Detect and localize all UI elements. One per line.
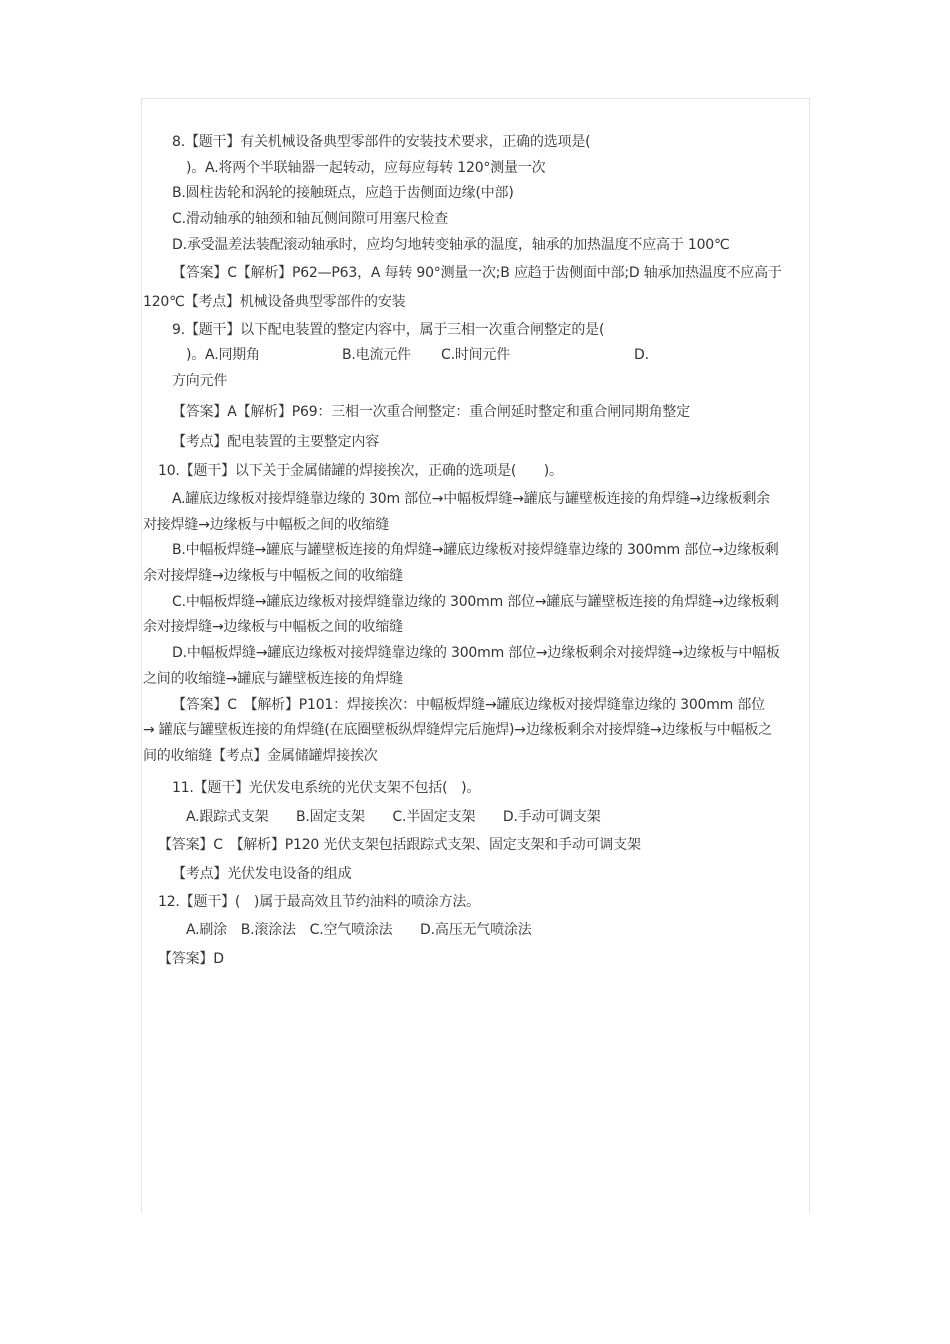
q10-option-a-line1: A.罐底边缘板对接焊缝靠边缘的 30m 部位→中幅板焊缝→罐底与罐壁板连接的角焊缝→边缘板剩余 <box>172 491 770 507</box>
q10-option-b-line2: 余对接焊缝→边缘板与中幅板之间的收缩缝 <box>143 568 403 584</box>
q10-answer-line3: 间的收缩缝【考点】金属储罐焊接挨次 <box>143 748 378 764</box>
q11-options: A.跟踪式支架 B.固定支架 C.半固定支架 D.手动可调支架 <box>186 809 601 825</box>
q9-option-d-text: 方向元件 <box>172 373 228 389</box>
q10-option-c-line2: 余对接焊缝→边缘板与中幅板之间的收缩缝 <box>143 619 403 635</box>
q8-stem-line2: )。A.将两个半联轴器一起转动，应每应每转 120°测量一次 <box>186 160 546 176</box>
q8-stem-line1: 8.【题干】有关机械设备典型零部件的安装技术要求，正确的选项是( <box>172 134 591 150</box>
q9-answer: 【答案】A【解析】P69：三相一次重合闸整定：重合闸延时整定和重合闸同期角整定 <box>172 404 691 420</box>
q8-answer-line2: 120℃【考点】机械设备典型零部件的安装 <box>143 294 406 310</box>
q10-option-a-line2: 对接焊缝→边缘板与中幅板之间的收缩缝 <box>143 517 390 533</box>
q11-key-point: 【考点】光伏发电设备的组成 <box>172 866 352 882</box>
q8-option-b: B.圆柱齿轮和涡轮的接触斑点，应趋于齿侧面边缘(中部) <box>172 185 514 201</box>
q12-options: A.刷涂 B.滚涂法 C.空气喷涂法 D.高压无气喷涂法 <box>186 922 532 938</box>
q10-stem: 10.【题干】以下关于金属储罐的焊接挨次，正确的选项是( )。 <box>158 463 563 479</box>
q10-option-d-line2: 之间的收缩缝→罐底与罐壁板连接的角焊缝 <box>143 671 403 687</box>
q10-option-b-line1: B.中幅板焊缝→罐底与罐壁板连接的角焊缝→罐底边缘板对接焊缝靠边缘的 300mm 部位→边缘板剩 <box>172 542 779 558</box>
q8-answer-line1: 【答案】C【解析】P62—P63，A 每转 90°测量一次;B 应趋于齿侧面中部;D 轴承加热温度不应高于 <box>172 265 782 281</box>
q9-option-d: D. <box>634 347 649 363</box>
q9-option-a: )。A.同期角 <box>186 347 260 363</box>
q12-stem: 12.【题干】( )属于最高效且节约油料的喷涂方法。 <box>158 894 480 910</box>
q11-stem: 11.【题干】光伏发电系统的光伏支架不包括( )。 <box>172 780 481 796</box>
q9-option-c: C.时间元件 <box>441 347 511 363</box>
q8-option-d: D.承受温差法装配滚动轴承时，应均匀地转变轴承的温度，轴承的加热温度不应高于 100℃ <box>172 237 730 253</box>
q12-answer: 【答案】D <box>158 951 224 967</box>
q8-option-c: C.滑动轴承的轴颈和轴瓦侧间隙可用塞尺检查 <box>172 211 449 227</box>
q10-answer-line1: 【答案】C 【解析】P101：焊接挨次：中幅板焊缝→罐底边缘板对接焊缝靠边缘的 300mm 部位 <box>172 697 765 713</box>
q11-answer: 【答案】C 【解析】P120 光伏支架包括跟踪式支架、固定支架和手动可调支架 <box>158 837 641 853</box>
q9-option-b: B.电流元件 <box>342 347 411 363</box>
q9-stem-line1: 9.【题干】以下配电装置的整定内容中，属于三相一次重合闸整定的是( <box>172 322 605 338</box>
q10-answer-line2: → 罐底与罐壁板连接的角焊缝(在底圈壁板纵焊缝焊完后施焊)→边缘板剩余对接焊缝→边缘板与中幅板之 <box>143 722 772 738</box>
q10-option-d-line1: D.中幅板焊缝→罐底边缘板对接焊缝靠边缘的 300mm 部位→边缘板剩余对接焊缝→边缘板与中幅板 <box>172 645 780 661</box>
q9-key-point: 【考点】配电装置的主要整定内容 <box>172 434 379 450</box>
q10-option-c-line1: C.中幅板焊缝→罐底边缘板对接焊缝靠边缘的 300mm 部位→罐底与罐壁板连接的角焊缝→边缘板剩 <box>172 594 779 610</box>
